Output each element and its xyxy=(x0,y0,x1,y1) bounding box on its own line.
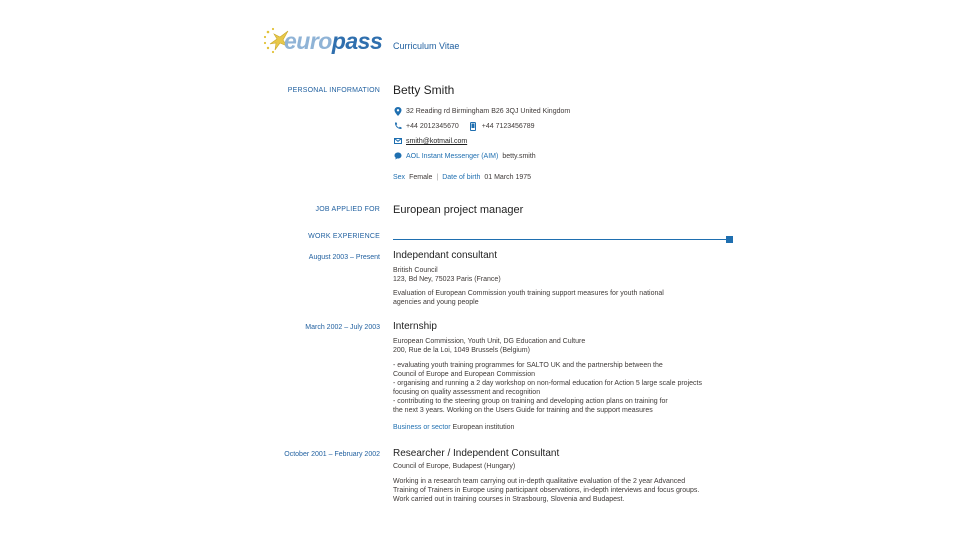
sex-value: Female xyxy=(409,174,433,181)
entry-dates: October 2001 – February 2002 xyxy=(284,451,380,458)
entry-line: British Council xyxy=(393,267,438,274)
sex-label: Sex xyxy=(393,174,406,181)
entry-dates: August 2003 – Present xyxy=(308,254,380,261)
entry-line: European Commission, Youth Unit, DG Education and Culture xyxy=(393,338,586,345)
full-name: Betty Smith xyxy=(393,83,455,97)
entry-line: 123, Bd Ney, 75023 Paris (France) xyxy=(393,276,501,283)
im-service: AOL Instant Messenger (AIM) xyxy=(406,153,499,160)
sector-value: European institution xyxy=(452,424,515,431)
chat-icon xyxy=(393,152,402,161)
entry-line: - organising and running a 2 day workshop on non-formal education for Action 5 large scale projects xyxy=(393,380,702,387)
logo-wordmark: europass xyxy=(284,28,383,54)
dob-label: Date of birth xyxy=(442,174,481,181)
work-experience-label: WORK EXPERIENCE xyxy=(308,233,380,240)
entry-line: Work carried out in training courses in Strasbourg, Slovenia and Budapest. xyxy=(393,496,625,503)
location-icon xyxy=(393,107,402,116)
sector-label: Business or sector xyxy=(393,424,451,431)
entry-line: agencies and young people xyxy=(393,299,479,306)
entry-line: Council of Europe, Budapest (Hungary) xyxy=(393,463,516,470)
section-divider xyxy=(393,239,729,240)
phone-text[interactable]: +44 2012345670 xyxy=(406,123,459,130)
phone-row xyxy=(393,122,535,131)
section-divider-marker xyxy=(726,236,733,243)
job-applied-label: JOB APPLIED FOR xyxy=(315,206,380,213)
entry-title: Internship xyxy=(393,321,437,332)
personal-information-label: PERSONAL INFORMATION xyxy=(287,87,380,94)
phone-icon xyxy=(393,122,402,131)
entry-line: focusing on quality assessment and recognition xyxy=(393,389,541,396)
entry-line: Council of Europe and European Commission xyxy=(393,371,536,378)
entry-line: Training of Trainers in Europe using participant observations, in-depth interviews and focus groups. xyxy=(393,487,700,494)
dob-value: 01 March 1975 xyxy=(484,174,532,181)
entry-line: - evaluating youth training programmes for SALTO UK and the partnership between the xyxy=(393,362,663,369)
entry-line: 200, Rue de la Loi, 1049 Brussels (Belgium) xyxy=(393,347,530,354)
europass-logo xyxy=(262,24,387,60)
email-link[interactable]: smith@kotmail.com xyxy=(406,138,468,145)
sex-dob-row: Sex Female | Date of birth 01 March 1975 xyxy=(393,174,532,181)
address-row xyxy=(393,107,570,116)
im-row xyxy=(393,152,536,161)
entry-title: Researcher / Independent Consultant xyxy=(393,448,560,459)
entry-dates: March 2002 – July 2003 xyxy=(305,324,380,331)
address-text: 32 Reading rd Birmingham B26 3QJ United Kingdom xyxy=(406,108,571,115)
entry-line: Working in a research team carrying out in-depth qualitative evaluation of the 2 year Advanced xyxy=(393,478,686,485)
im-handle: betty.smith xyxy=(502,153,536,160)
entry-title: Independant consultant xyxy=(393,250,497,261)
entry-line: - contributing to the steering group on training and developing action plans on training for xyxy=(393,398,668,405)
document-title: Curriculum Vitae xyxy=(393,41,460,51)
entry-line: the next 3 years. Working on the Users Guide for training and the support measures xyxy=(393,407,653,414)
mobile-text[interactable]: +44 7123456789 xyxy=(481,123,535,130)
email-row xyxy=(393,137,467,146)
mobile-icon xyxy=(469,122,478,131)
entry-line: Evaluation of European Commission youth training support measures for youth national xyxy=(393,290,664,297)
job-applied-value: European project manager xyxy=(393,204,524,216)
sector-row xyxy=(393,423,514,432)
email-icon xyxy=(393,137,402,146)
